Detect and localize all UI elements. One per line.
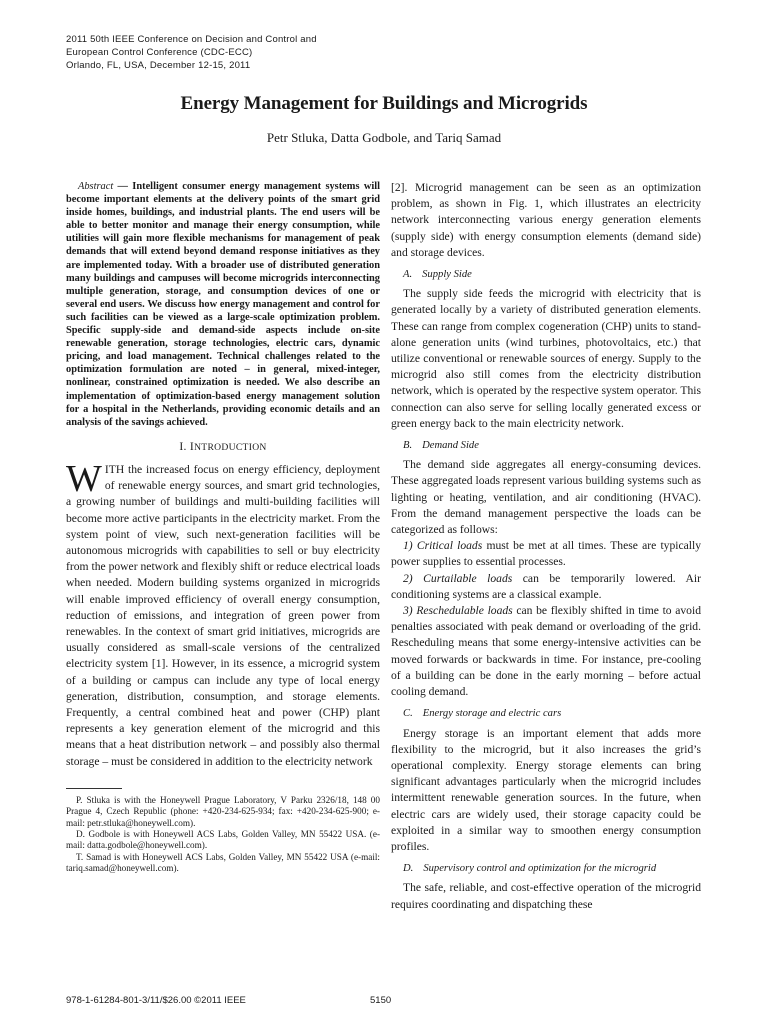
subsection-heading-storage	[391, 706, 701, 722]
subsection-number: D.	[403, 863, 414, 875]
footnote-godbole: D. Godbole is with Honeywell ACS Labs, Golden Valley, MN 55422 USA. (e-mail: datta.godbole@honeywell.com).	[66, 829, 380, 851]
demand-item-reschedulable	[391, 603, 701, 700]
storage-paragraph: Energy storage is an important element that adds more flexibility to the microgrid, but it also increases the grid’s operational complexity. Energy storage elements can bring significant advantages particularly when the microgrid includes intermittent renewable generation sources. In the future, when electric cars are widely used, their storage capacity could be exploited in a similar way to smoothen energy consumption profiles.	[391, 726, 701, 853]
subsection-title: Demand Side	[422, 440, 479, 452]
footer-copyright: 978-1-61284-801-3/11/$26.00 ©2011 IEEE	[66, 995, 246, 1006]
intro-paragraph	[66, 457, 380, 770]
continued-paragraph: [2]. Microgrid management can be seen as an optimization problem, as shown in Fig. 1, which illustrates an electricity network interconnecting various energy generation elements (supply side) with energy consumption elements (demand side) and storage devices.	[391, 181, 701, 259]
subsection-number: A.	[403, 269, 413, 281]
subsection-heading-supply	[391, 267, 701, 283]
paper-authors: Petr Stluka, Datta Godbole, and Tariq Samad	[266, 130, 502, 145]
item-label: 1) Critical loads	[403, 539, 483, 553]
abstract-lead: Abstract	[78, 181, 114, 192]
demand-paragraph: The demand side aggregates all energy-consuming devices. These aggregated loads represent various building systems such as lighting or heating, ventilation, and air conditioning (HVAC). From the demand management perspective the loads can be categorized as follows:	[391, 458, 701, 537]
item-label: 3) Reschedulable loads	[403, 604, 513, 618]
subsection-title: Supervisory control and optimization for the microgrid	[423, 863, 657, 875]
paper-title: Energy Management for Buildings and Microgrids	[180, 93, 588, 114]
section-number: I.	[179, 439, 187, 453]
subsection-heading-supervisory	[391, 861, 701, 877]
section-title-first: I	[189, 439, 195, 453]
supervisory-paragraph: The safe, reliable, and cost-effective operation of the microgrid requires coordinating and dispatching these	[391, 881, 701, 911]
conference-line-2: European Control Conference (CDC-ECC)	[66, 47, 253, 58]
abstract	[66, 180, 380, 429]
item-text: must be met at all times. These are typically power supplies to essential processes.	[391, 539, 702, 569]
supply-paragraph: The supply side feeds the microgrid with electricity that is generated locally by a variety of distributed generation elements. These can range from complex cogeneration (CHP) units to stand-alone generation units (wind turbines, photovoltaics, etc.) that utilize conventional or renewable sources of energy. Supply to the microgrid also still comes from the electricity distribution network, which is operated by the respective system operator. This connection can also serve for selling locally generated excess or green energy back to the main electricity network.	[391, 287, 701, 430]
demand-item-curtailable	[391, 571, 701, 603]
subsection-title: Supply Side	[422, 269, 472, 281]
subsection-number: C.	[403, 708, 413, 720]
item-text: can be flexibly shifted in time to avoid penalties associated with peak demand or overloading of the grid. Rescheduling means that some energy-intensive activities can be moved forwards or backwards in time. For instance, pre-cooling of a building can be done in the early morning – before actual cooling demand.	[391, 604, 701, 699]
page-number: 5150	[370, 995, 392, 1006]
footnote-stluka: P. Stluka is with the Honeywell Prague Laboratory, V Parku 2326/18, 148 00 Prague 4, Czech Republic (phone: +420-234-625-934; fax: +420-234-625-900; e-mail: petr.stluka@honeywell.com).	[66, 794, 380, 828]
section-title-rest: NTRODUCTION	[194, 441, 267, 453]
conference-info	[66, 33, 406, 72]
subsection-number: B.	[403, 440, 413, 452]
footnote-samad: T. Samad is with Honeywell ACS Labs, Golden Valley, MN 55422 USA (e-mail: tariq.samad@honeywell.com).	[66, 851, 380, 874]
demand-item-critical	[391, 538, 701, 570]
conference-line-3: Orlando, FL, USA, December 12-15, 2011	[66, 60, 251, 71]
footnote-divider	[66, 788, 122, 789]
item-label: 2) Curtailable loads	[403, 571, 513, 585]
drop-cap: W	[66, 457, 102, 500]
abstract-dash: —	[113, 181, 133, 192]
left-column	[66, 180, 380, 875]
intro-text: ITH the increased focus on energy efficiency, deployment of renewable energy sources, and smart grid technologies, a growing number of buildings and multi-building facilities will become more active participants in the electricity market. From the system point of view, such next-generation facilities will be autonomous microgrids with capabilities to sell or buy electricity from the power network and flexibly shift or reduce electrical loads when needed. Modern building systems organized in microgrids will enable improved efficiency of overall energy consumption, reduction of emissions, and integration of green power from renewables. In the context of smart grid initiatives, microgrids are usually considered as small-scale versions of the centralized electricity system [1]. However, in its essence, a microgrid system of a building or campus can include any type of local energy generation, distribution, consumption, and storage elements. Frequently, a central combined heat and power (CHP) plant represents a key generation element of the microgrid and this means that a heat distribution network – and possibly also thermal storage – must be considered in addition to the electricity network	[66, 462, 380, 768]
abstract-text: Intelligent consumer energy management systems will become important elements at the delivery points of the smart grid inside homes, buildings, and industrial plants. The end users will be able to better monitor and manage their energy consumption, while utilities will gain more flexible mechanisms for management of peak demands that will extend beyond demand response initiatives as they are implemented today. With a broader use of distributed generation many buildings and campuses will become microgrids interconnecting multiple generation, storage, and consumption devices of one or several end users. We discuss how energy management and control for such facilities can be viewed as a large-scale optimization problem. Specific supply-side and demand-side aspects include on-site renewable generation, storage technologies, electric cars, dynamic pricing, and load management. Technical challenges related to the optimization formulation are noted – in general, mixed-integer, nonlinear, constrained optimization is needed. We also describe an implementation of optimization-based energy management solution for a hospital in the Netherlands, providing economic details and an analysis of the savings achieved.	[66, 181, 380, 428]
conference-line-1: 2011 50th IEEE Conference on Decision and Control and	[66, 34, 317, 45]
right-column	[391, 180, 701, 913]
subsection-heading-demand	[391, 438, 701, 454]
section-heading-introduction	[66, 439, 380, 456]
item-text: can be temporarily lowered. Air conditioning systems are a classical example.	[391, 571, 701, 601]
subsection-title: Energy storage and electric cars	[422, 708, 562, 720]
